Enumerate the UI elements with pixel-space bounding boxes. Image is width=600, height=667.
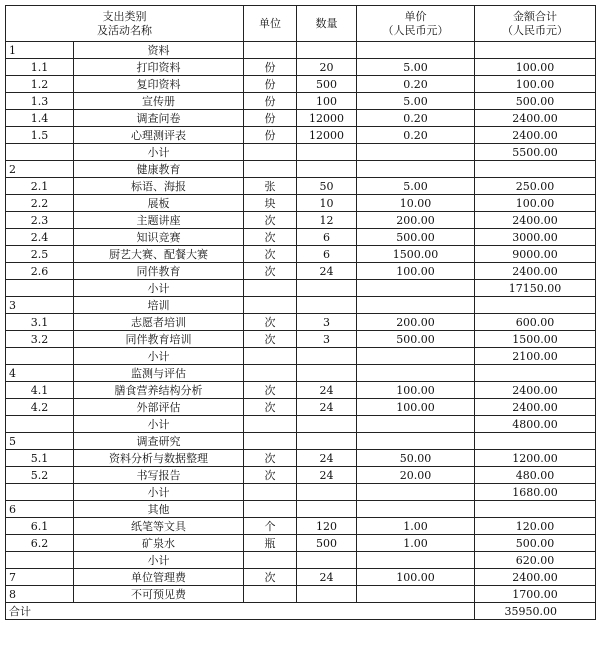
table-row — [6, 110, 596, 127]
item-quantity: 20 — [297, 59, 357, 76]
subtotal-row — [6, 552, 596, 569]
subtotal-amount: 620.00 — [475, 552, 596, 569]
empty-cell — [297, 144, 357, 161]
item-total: 2400.00 — [475, 263, 596, 280]
item-quantity: 500 — [297, 535, 357, 552]
table-row — [6, 586, 596, 603]
item-unit-price: 20.00 — [357, 467, 475, 484]
subtotal-amount: 17150.00 — [475, 280, 596, 297]
item-code: 2.1 — [6, 178, 74, 195]
item-unit-price: 5.00 — [357, 59, 475, 76]
empty-cell — [244, 348, 297, 365]
empty-cell — [475, 501, 596, 518]
empty-cell — [357, 280, 475, 297]
item-unit-price: 0.20 — [357, 127, 475, 144]
item-code: 4.1 — [6, 382, 74, 399]
item-unit: 次 — [244, 246, 297, 263]
header-category-line1: 支出类别 — [102, 9, 147, 23]
item-unit: 个 — [244, 518, 297, 535]
item-code: 2.2 — [6, 195, 74, 212]
item-code: 5.2 — [6, 467, 74, 484]
section-code: 1 — [6, 42, 74, 59]
item-name: 同伴教育培训 — [74, 331, 244, 348]
table-row — [6, 229, 596, 246]
item-name: 厨艺大赛、配餐大赛 — [74, 246, 244, 263]
item-total: 500.00 — [475, 93, 596, 110]
table-row — [6, 263, 596, 280]
item-unit: 次 — [244, 229, 297, 246]
item-name: 单位管理费 — [74, 569, 244, 586]
item-unit-price: 500.00 — [357, 331, 475, 348]
header-category-line2: 及活动名称 — [97, 23, 152, 37]
table-row — [6, 76, 596, 93]
item-name: 主题讲座 — [74, 212, 244, 229]
item-unit-price — [357, 586, 475, 603]
item-code: 1.2 — [6, 76, 74, 93]
item-code: 2.3 — [6, 212, 74, 229]
empty-cell — [357, 484, 475, 501]
item-code: 3.1 — [6, 314, 74, 331]
item-quantity: 12000 — [297, 127, 357, 144]
grand-total-row — [6, 603, 596, 620]
section-row — [6, 501, 596, 518]
subtotal-amount: 5500.00 — [475, 144, 596, 161]
subtotal-label: 小计 — [74, 348, 244, 365]
empty-cell — [6, 280, 74, 297]
subtotal-amount: 1680.00 — [475, 484, 596, 501]
item-name: 标语、海报 — [74, 178, 244, 195]
item-code: 1.1 — [6, 59, 74, 76]
item-quantity: 10 — [297, 195, 357, 212]
item-code: 4.2 — [6, 399, 74, 416]
item-quantity: 50 — [297, 178, 357, 195]
item-unit-price: 100.00 — [357, 399, 475, 416]
section-row — [6, 433, 596, 450]
subtotal-amount: 2100.00 — [475, 348, 596, 365]
item-total: 100.00 — [475, 59, 596, 76]
table-row — [6, 246, 596, 263]
table-row — [6, 382, 596, 399]
empty-cell — [297, 297, 357, 314]
item-unit: 次 — [244, 399, 297, 416]
table-row — [6, 518, 596, 535]
section-title: 监测与评估 — [74, 365, 244, 382]
item-total: 250.00 — [475, 178, 596, 195]
empty-cell — [244, 280, 297, 297]
empty-cell — [297, 348, 357, 365]
table-row — [6, 314, 596, 331]
item-total: 100.00 — [475, 195, 596, 212]
subtotal-row — [6, 348, 596, 365]
item-unit: 次 — [244, 382, 297, 399]
item-quantity: 24 — [297, 382, 357, 399]
item-name: 外部评估 — [74, 399, 244, 416]
empty-cell — [297, 280, 357, 297]
header-quantity: 数量 — [297, 6, 357, 42]
table-row — [6, 467, 596, 484]
item-unit: 份 — [244, 76, 297, 93]
item-quantity: 500 — [297, 76, 357, 93]
budget-table — [5, 5, 596, 620]
subtotal-row — [6, 484, 596, 501]
empty-cell — [297, 42, 357, 59]
empty-cell — [297, 552, 357, 569]
item-unit: 块 — [244, 195, 297, 212]
item-total: 1200.00 — [475, 450, 596, 467]
item-name: 矿泉水 — [74, 535, 244, 552]
item-name: 同伴教育 — [74, 263, 244, 280]
subtotal-label: 小计 — [74, 484, 244, 501]
empty-cell — [6, 484, 74, 501]
item-code: 6.1 — [6, 518, 74, 535]
item-unit-price: 100.00 — [357, 569, 475, 586]
empty-cell — [297, 365, 357, 382]
empty-cell — [357, 42, 475, 59]
item-quantity: 12000 — [297, 110, 357, 127]
header-total-line2: （人民币元） — [502, 23, 568, 37]
item-unit: 次 — [244, 331, 297, 348]
section-code: 2 — [6, 161, 74, 178]
empty-cell — [475, 42, 596, 59]
empty-cell — [6, 416, 74, 433]
empty-cell — [357, 161, 475, 178]
header-price — [357, 6, 475, 42]
empty-cell — [357, 297, 475, 314]
empty-cell — [244, 144, 297, 161]
empty-cell — [357, 501, 475, 518]
section-row — [6, 365, 596, 382]
header-price-line2: （人民币元） — [382, 23, 449, 37]
item-unit-price: 0.20 — [357, 76, 475, 93]
item-name: 复印资料 — [74, 76, 244, 93]
section-title: 健康教育 — [74, 161, 244, 178]
item-total: 600.00 — [475, 314, 596, 331]
table-row — [6, 59, 596, 76]
item-total: 100.00 — [475, 76, 596, 93]
item-code: 1.5 — [6, 127, 74, 144]
subtotal-label: 小计 — [74, 280, 244, 297]
item-unit: 次 — [244, 569, 297, 586]
table-row — [6, 212, 596, 229]
item-unit-price: 10.00 — [357, 195, 475, 212]
item-unit-price: 1.00 — [357, 518, 475, 535]
subtotal-label: 小计 — [74, 552, 244, 569]
section-row — [6, 297, 596, 314]
item-name: 书写报告 — [74, 467, 244, 484]
item-unit: 份 — [244, 59, 297, 76]
empty-cell — [244, 416, 297, 433]
table-row — [6, 399, 596, 416]
empty-cell — [475, 433, 596, 450]
empty-cell — [297, 484, 357, 501]
item-code: 1.3 — [6, 93, 74, 110]
item-code: 2.6 — [6, 263, 74, 280]
item-unit-price: 100.00 — [357, 263, 475, 280]
item-unit-price: 1500.00 — [357, 246, 475, 263]
item-total: 480.00 — [475, 467, 596, 484]
item-code: 7 — [6, 569, 74, 586]
subtotal-row — [6, 280, 596, 297]
table-row — [6, 331, 596, 348]
table-row — [6, 93, 596, 110]
section-row — [6, 161, 596, 178]
empty-cell — [244, 433, 297, 450]
header-category — [6, 6, 244, 42]
item-name: 资料分析与数据整理 — [74, 450, 244, 467]
empty-cell — [475, 297, 596, 314]
item-code: 1.4 — [6, 110, 74, 127]
item-name: 知识竞赛 — [74, 229, 244, 246]
item-unit-price: 5.00 — [357, 93, 475, 110]
header-total-line1: 金额合计 — [513, 9, 557, 23]
item-unit: 份 — [244, 110, 297, 127]
item-total: 2400.00 — [475, 399, 596, 416]
item-unit: 瓶 — [244, 535, 297, 552]
item-quantity: 24 — [297, 467, 357, 484]
item-unit: 次 — [244, 314, 297, 331]
empty-cell — [297, 416, 357, 433]
section-code: 4 — [6, 365, 74, 382]
empty-cell — [297, 161, 357, 178]
section-title: 调查研究 — [74, 433, 244, 450]
empty-cell — [357, 365, 475, 382]
item-total: 1700.00 — [475, 586, 596, 603]
item-code: 5.1 — [6, 450, 74, 467]
grand-total-label: 合计 — [6, 603, 475, 620]
section-code: 3 — [6, 297, 74, 314]
item-total: 2400.00 — [475, 110, 596, 127]
empty-cell — [244, 161, 297, 178]
subtotal-row — [6, 144, 596, 161]
item-code: 8 — [6, 586, 74, 603]
item-unit-price: 200.00 — [357, 314, 475, 331]
header-total — [475, 6, 596, 42]
item-total: 9000.00 — [475, 246, 596, 263]
table-row — [6, 535, 596, 552]
item-quantity: 100 — [297, 93, 357, 110]
item-quantity: 24 — [297, 263, 357, 280]
table-body — [6, 42, 596, 620]
item-quantity: 6 — [297, 246, 357, 263]
subtotal-amount: 4800.00 — [475, 416, 596, 433]
table-row — [6, 195, 596, 212]
empty-cell — [244, 365, 297, 382]
table-header-row — [6, 6, 596, 42]
section-row — [6, 42, 596, 59]
item-total: 2400.00 — [475, 569, 596, 586]
item-quantity: 24 — [297, 450, 357, 467]
item-quantity: 120 — [297, 518, 357, 535]
item-total: 2400.00 — [475, 127, 596, 144]
empty-cell — [357, 348, 475, 365]
item-name: 打印资料 — [74, 59, 244, 76]
item-unit-price: 50.00 — [357, 450, 475, 467]
empty-cell — [244, 484, 297, 501]
section-code: 5 — [6, 433, 74, 450]
budget-document — [5, 5, 596, 620]
item-unit-price: 500.00 — [357, 229, 475, 246]
item-quantity: 6 — [297, 229, 357, 246]
section-title: 资料 — [74, 42, 244, 59]
header-unit: 单位 — [244, 6, 297, 42]
item-unit-price: 5.00 — [357, 178, 475, 195]
subtotal-row — [6, 416, 596, 433]
empty-cell — [297, 501, 357, 518]
item-code: 2.4 — [6, 229, 74, 246]
empty-cell — [475, 161, 596, 178]
item-total: 3000.00 — [475, 229, 596, 246]
item-name: 志愿者培训 — [74, 314, 244, 331]
item-name: 展板 — [74, 195, 244, 212]
item-name: 宣传册 — [74, 93, 244, 110]
item-name: 调查问卷 — [74, 110, 244, 127]
item-unit: 次 — [244, 467, 297, 484]
section-code: 6 — [6, 501, 74, 518]
item-unit: 次 — [244, 212, 297, 229]
table-row — [6, 127, 596, 144]
item-unit: 次 — [244, 450, 297, 467]
item-unit — [244, 586, 297, 603]
grand-total-amount: 35950.00 — [475, 603, 596, 620]
item-quantity: 3 — [297, 331, 357, 348]
section-title: 培训 — [74, 297, 244, 314]
item-code: 6.2 — [6, 535, 74, 552]
header-price-line1: 单价 — [404, 9, 427, 23]
item-name: 心理测评表 — [74, 127, 244, 144]
item-unit-price: 100.00 — [357, 382, 475, 399]
item-unit-price: 0.20 — [357, 110, 475, 127]
item-unit: 份 — [244, 93, 297, 110]
item-total: 2400.00 — [475, 382, 596, 399]
item-quantity: 24 — [297, 399, 357, 416]
item-total: 1500.00 — [475, 331, 596, 348]
subtotal-label: 小计 — [74, 144, 244, 161]
item-code: 2.5 — [6, 246, 74, 263]
empty-cell — [357, 552, 475, 569]
empty-cell — [6, 348, 74, 365]
item-unit: 次 — [244, 263, 297, 280]
item-code: 3.2 — [6, 331, 74, 348]
empty-cell — [357, 416, 475, 433]
empty-cell — [6, 144, 74, 161]
empty-cell — [475, 365, 596, 382]
item-total: 2400.00 — [475, 212, 596, 229]
item-quantity: 3 — [297, 314, 357, 331]
item-unit-price: 200.00 — [357, 212, 475, 229]
item-unit: 份 — [244, 127, 297, 144]
item-name: 不可预见费 — [74, 586, 244, 603]
item-total: 500.00 — [475, 535, 596, 552]
item-unit: 张 — [244, 178, 297, 195]
table-row — [6, 178, 596, 195]
table-row — [6, 450, 596, 467]
item-quantity — [297, 586, 357, 603]
item-quantity: 12 — [297, 212, 357, 229]
item-name: 纸笔等文具 — [74, 518, 244, 535]
empty-cell — [244, 297, 297, 314]
empty-cell — [297, 433, 357, 450]
item-unit-price: 1.00 — [357, 535, 475, 552]
item-total: 120.00 — [475, 518, 596, 535]
table-row — [6, 569, 596, 586]
item-quantity: 24 — [297, 569, 357, 586]
empty-cell — [244, 42, 297, 59]
subtotal-label: 小计 — [74, 416, 244, 433]
empty-cell — [244, 552, 297, 569]
section-title: 其他 — [74, 501, 244, 518]
empty-cell — [244, 501, 297, 518]
empty-cell — [357, 433, 475, 450]
empty-cell — [6, 552, 74, 569]
empty-cell — [357, 144, 475, 161]
item-name: 膳食营养结构分析 — [74, 382, 244, 399]
